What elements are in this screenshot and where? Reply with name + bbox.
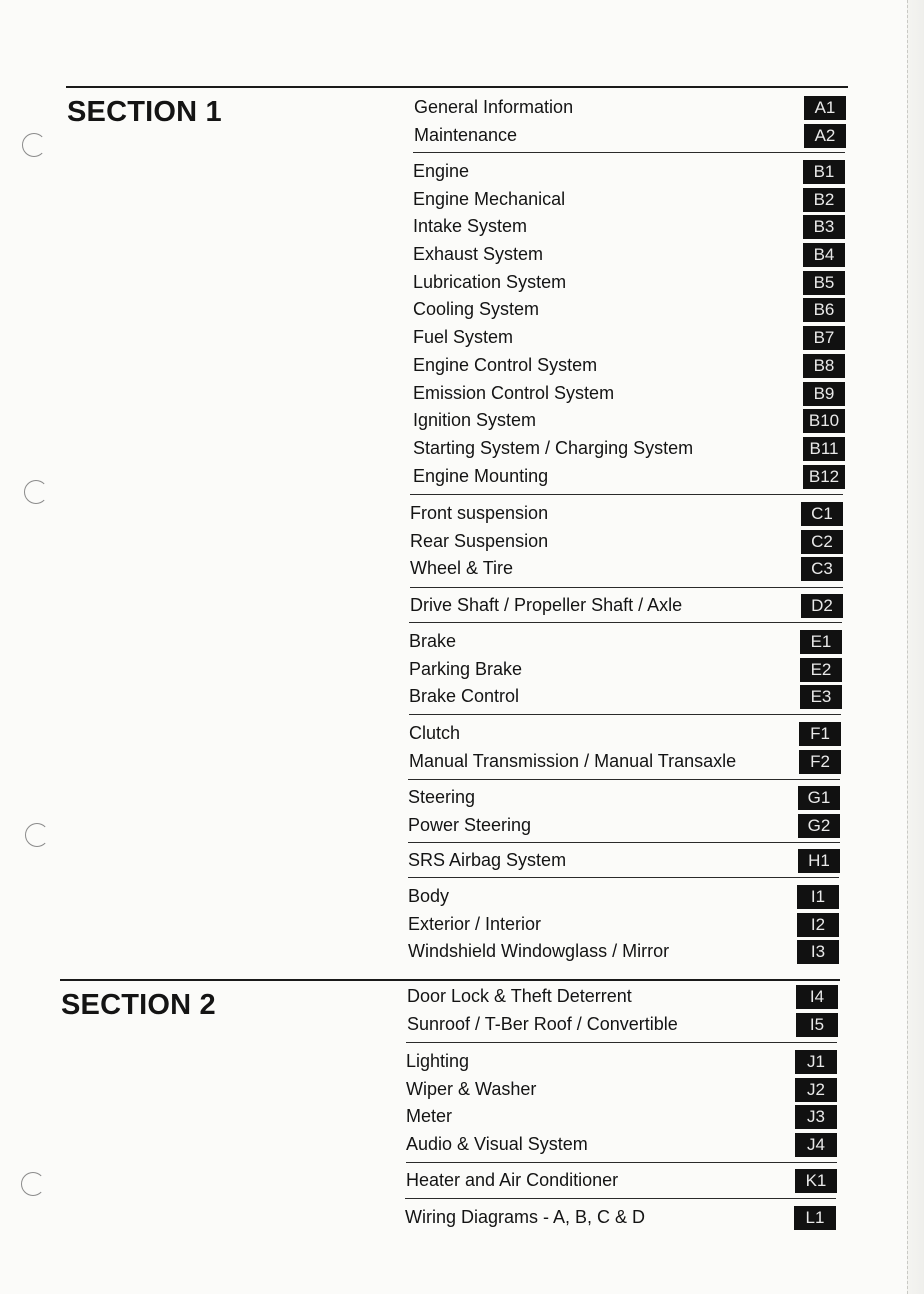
group-h	[408, 842, 840, 876]
index-entry-g1[interactable]	[408, 785, 840, 813]
entry-label: Sunroof / T-Ber Roof / Convertible	[407, 1013, 678, 1034]
entry-label: Exterior / Interior	[408, 913, 542, 934]
entry-label: Emission Control System	[413, 382, 615, 403]
entry-label: Wiper & Washer	[406, 1078, 537, 1099]
entry-label: Lubrication System	[413, 271, 567, 292]
entry-label: Windshield Windowglass / Mirror	[408, 941, 670, 962]
tab-marker: A1	[804, 96, 846, 120]
group-a	[414, 95, 846, 150]
entry-label: General Information	[414, 97, 574, 117]
tab-marker: I5	[796, 1013, 838, 1037]
group-f	[409, 714, 841, 776]
section-1-heading: SECTION 1	[67, 96, 222, 128]
index-entry-b1[interactable]	[413, 159, 845, 187]
entry-label: Starting System / Charging System	[413, 437, 694, 458]
tab-marker: J1	[795, 1050, 837, 1074]
tab-marker: B2	[803, 188, 845, 212]
entry-label: Rear Suspension	[410, 530, 549, 551]
punch-hole	[21, 1172, 45, 1196]
tab-marker: B1	[803, 160, 845, 184]
entry-label: Manual Transmission / Manual Transaxle	[409, 750, 737, 771]
index-entry-i2[interactable]	[408, 912, 839, 940]
tab-marker: K1	[795, 1169, 837, 1193]
index-entry-b7[interactable]	[413, 325, 845, 353]
entry-label: Ignition System	[413, 410, 537, 431]
entry-label: Parking Brake	[409, 658, 523, 679]
tab-marker: I1	[797, 885, 839, 909]
entry-label: Wheel & Tire	[410, 558, 514, 579]
index-entry-i4[interactable]	[407, 984, 838, 1012]
index-entry-f1[interactable]	[409, 721, 841, 749]
index-entry-j3[interactable]	[406, 1104, 837, 1132]
entry-label: SRS Airbag System	[408, 850, 567, 870]
group-e	[409, 622, 842, 712]
entry-label: Engine Mechanical	[413, 188, 566, 209]
entry-label: Cooling System	[413, 299, 540, 320]
entry-label: Front suspension	[410, 503, 549, 523]
page-edge	[907, 0, 924, 1294]
section-1-rule	[66, 86, 848, 88]
index-entry-i5[interactable]	[407, 1012, 838, 1040]
group-j	[406, 1042, 837, 1160]
tab-marker: C3	[801, 557, 843, 581]
punch-hole	[24, 480, 48, 504]
tab-marker: B12	[803, 465, 845, 489]
section-2-heading: SECTION 2	[61, 989, 216, 1021]
tab-marker: I3	[797, 940, 839, 964]
tab-marker: D2	[801, 594, 843, 618]
entry-label: Engine Mounting	[413, 465, 549, 486]
entry-label: Engine Control System	[413, 354, 598, 375]
tab-marker: A2	[804, 124, 846, 148]
entry-label: Door Lock & Theft Deterrent	[407, 986, 632, 1006]
index-entry-c3[interactable]	[410, 556, 843, 584]
tab-marker: B7	[803, 326, 845, 350]
index-entry-e1[interactable]	[409, 629, 842, 657]
index-entry-k1[interactable]	[406, 1168, 837, 1196]
entry-label: Brake	[409, 631, 457, 651]
group-b	[413, 152, 845, 491]
group-k	[406, 1162, 837, 1196]
index-entry-b8[interactable]	[413, 353, 845, 381]
index-entry-b2[interactable]	[413, 187, 845, 215]
tab-marker: I2	[797, 913, 839, 937]
entry-label: Body	[408, 886, 450, 906]
index-entry-b9[interactable]	[413, 381, 845, 409]
entry-label: Brake Control	[409, 686, 520, 707]
index-entry-e3[interactable]	[409, 684, 842, 712]
tab-marker: J3	[795, 1105, 837, 1129]
group-g	[408, 779, 840, 840]
group-d	[410, 587, 843, 621]
index-entry-b10[interactable]	[413, 408, 845, 436]
entry-label: Drive Shaft / Propeller Shaft / Axle	[410, 595, 683, 615]
entry-label: Engine	[413, 161, 470, 181]
index-entry-c1[interactable]	[410, 501, 843, 529]
entry-label: Power Steering	[408, 814, 532, 835]
index-entry-f2[interactable]	[409, 749, 841, 777]
entry-label: Intake System	[413, 216, 528, 237]
entry-label: Maintenance	[414, 124, 518, 145]
tab-marker: E3	[800, 685, 842, 709]
index-entry-l1[interactable]	[405, 1205, 836, 1233]
entry-label: Clutch	[409, 723, 461, 743]
tab-marker: B9	[803, 382, 845, 406]
tab-marker: F1	[799, 722, 841, 746]
group-i	[408, 877, 839, 967]
tab-marker: B3	[803, 215, 845, 239]
tab-marker: B8	[803, 354, 845, 378]
punch-hole	[22, 133, 46, 157]
tab-marker: I4	[796, 985, 838, 1009]
index-entry-b4[interactable]	[413, 242, 845, 270]
tab-marker: G2	[798, 814, 840, 838]
index-entry-j2[interactable]	[406, 1077, 837, 1105]
index-entry-b6[interactable]	[413, 297, 845, 325]
tab-marker: J2	[795, 1078, 837, 1102]
index-entry-j4[interactable]	[406, 1132, 837, 1160]
index-entry-a1[interactable]	[414, 95, 846, 123]
tab-marker: E1	[800, 630, 842, 654]
punch-hole	[25, 823, 49, 847]
index-entry-i1[interactable]	[408, 884, 839, 912]
index-entry-b5[interactable]	[413, 270, 845, 298]
entry-label: Exhaust System	[413, 244, 544, 265]
group-l	[405, 1198, 836, 1233]
tab-marker: B5	[803, 271, 845, 295]
tab-marker: C2	[801, 530, 843, 554]
entry-label: Lighting	[406, 1051, 470, 1071]
tab-marker: J4	[795, 1133, 837, 1157]
tab-marker: B4	[803, 243, 845, 267]
index-entry-h1[interactable]	[408, 848, 840, 876]
index-entry-c2[interactable]	[410, 529, 843, 557]
tab-marker: E2	[800, 658, 842, 682]
index-entry-i3[interactable]	[408, 939, 839, 967]
section-2-rule	[60, 979, 840, 981]
entry-label: Fuel System	[413, 327, 514, 348]
index-entry-b11[interactable]	[413, 436, 845, 464]
group-i-continued	[407, 984, 838, 1039]
tab-marker: B6	[803, 298, 845, 322]
index-entry-d2[interactable]	[410, 593, 843, 621]
entry-label: Meter	[406, 1106, 453, 1127]
index-entry-j1[interactable]	[406, 1049, 837, 1077]
entry-label: Heater and Air Conditioner	[406, 1170, 619, 1190]
tab-marker: H1	[798, 849, 840, 873]
index-entry-e2[interactable]	[409, 657, 842, 685]
entry-label: Wiring Diagrams - A, B, C & D	[405, 1207, 646, 1227]
tab-marker: F2	[799, 750, 841, 774]
index-entry-a2[interactable]	[414, 123, 846, 151]
index-entry-b12[interactable]	[413, 464, 845, 492]
group-c	[410, 494, 843, 584]
tab-marker: C1	[801, 502, 843, 526]
tab-marker: B11	[803, 437, 845, 461]
entry-label: Audio & Visual System	[406, 1134, 588, 1155]
tab-marker: B10	[803, 409, 845, 433]
index-entry-g2[interactable]	[408, 813, 840, 841]
entry-label: Steering	[408, 787, 476, 807]
tab-marker: G1	[798, 786, 840, 810]
tab-marker: L1	[794, 1206, 836, 1230]
index-entry-b3[interactable]	[413, 214, 845, 242]
